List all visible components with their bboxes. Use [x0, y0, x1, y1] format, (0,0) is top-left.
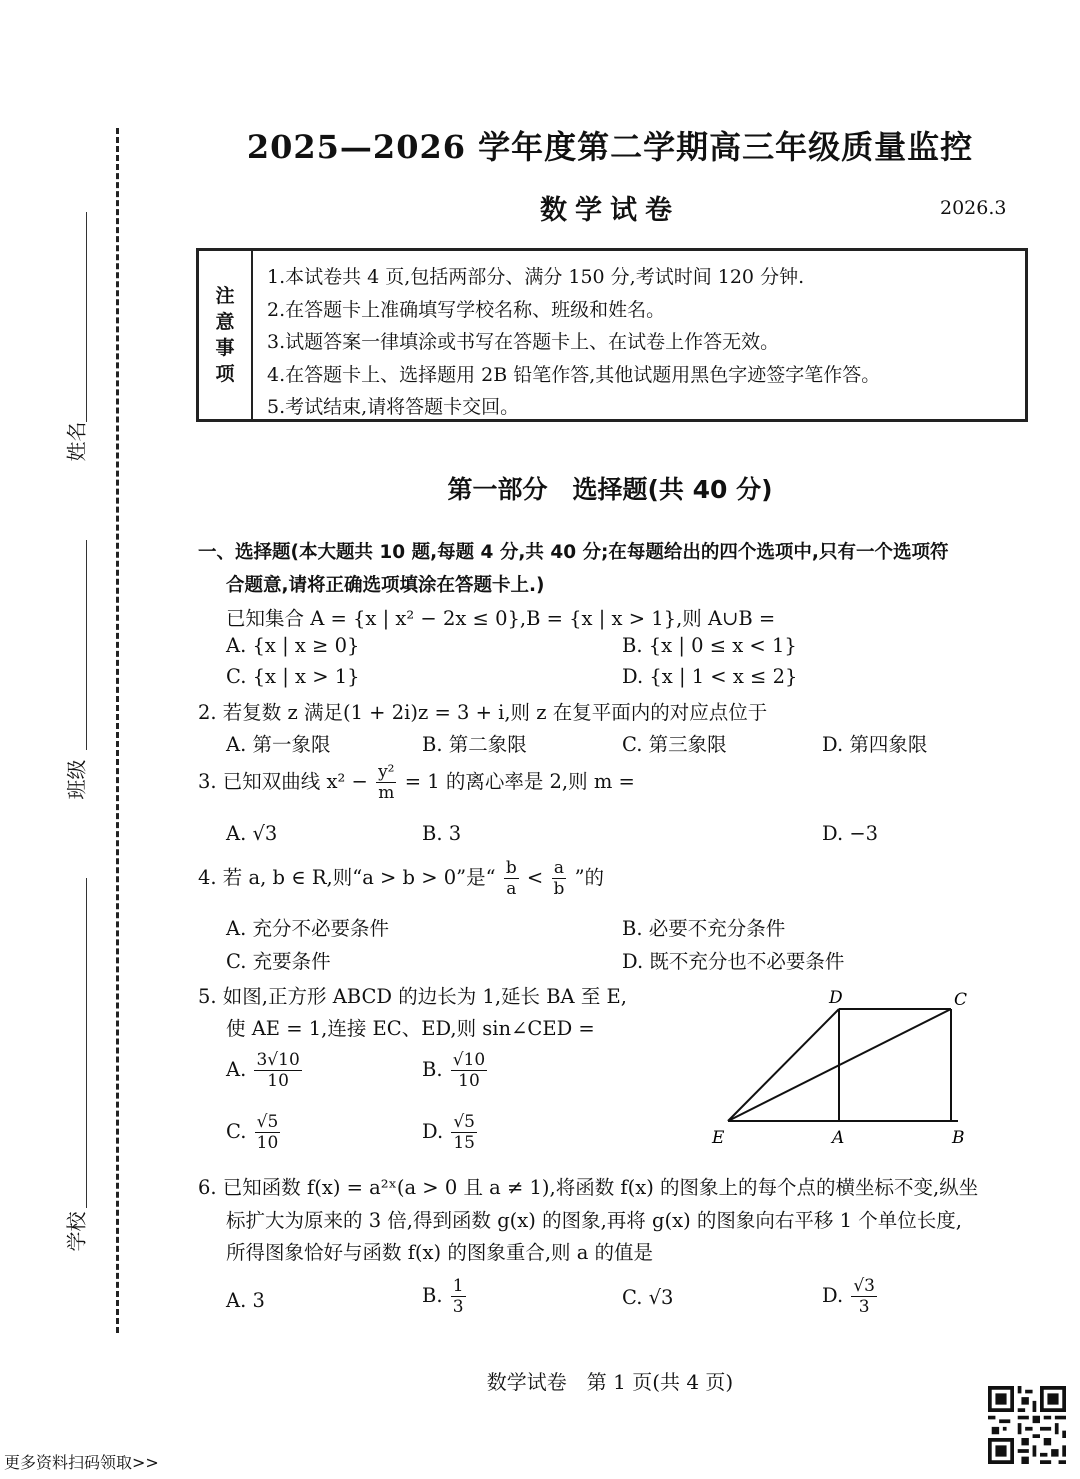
exam-title: 2025—2026 学年度第二学期高三年级质量监控 [246, 128, 974, 166]
q5-c-fraction [255, 1112, 281, 1153]
q2-option-a: A. 第一象限 [226, 733, 331, 756]
q5-c-label: C. [226, 1120, 247, 1143]
fig-label-a: A [832, 1128, 845, 1148]
notice-item: 3.试题答案一律填涂或书写在答题卡上、在试卷上作答无效。 [267, 331, 780, 353]
q6-stem-line-3: 所得图象恰好与函数 f(x) 的图象重合,则 a 的值是 [226, 1241, 654, 1264]
segment-ed [728, 1009, 839, 1121]
school-underline [86, 878, 87, 1208]
part-one-title: 第一部分 选择题(共 40 分) [447, 475, 773, 504]
q4-option-d: D. 既不充分也不必要条件 [622, 950, 845, 973]
q5-option-b [422, 1050, 489, 1091]
notice-label [199, 251, 253, 419]
q3-option-d: D. −3 [822, 822, 879, 845]
q5-a-den: 10 [267, 1071, 289, 1091]
class-underline [86, 540, 87, 750]
q5-c-num: √5 [256, 1112, 279, 1132]
notice-label-char: 事 [215, 337, 235, 359]
exam-subtitle: 数学试卷 [540, 195, 680, 226]
q5-b-fraction [451, 1050, 487, 1091]
page-footer: 数学试卷 第 1 页(共 4 页) [486, 1370, 734, 1394]
q6-d-num: √3 [853, 1276, 875, 1296]
q4-fraction-1 [504, 858, 519, 899]
instruction-line-2: 合题意,请将正确选项填涂在答题卡上.) [226, 575, 545, 596]
corner-note: 更多资料扫码领取>> [4, 1453, 159, 1472]
q1-option-b: B. {x | 0 ≤ x < 1} [622, 634, 797, 657]
fig-label-e: E [712, 1128, 725, 1148]
q6-b-label: B. [422, 1284, 443, 1307]
q4-option-c: C. 充要条件 [226, 950, 331, 973]
q5-option-c [226, 1112, 282, 1153]
q1-option-c: C. {x | x > 1} [226, 665, 360, 688]
q3-frac-num: y² [378, 762, 395, 782]
q6-option-c: C. √3 [622, 1286, 674, 1309]
name-label: 姓名 [64, 421, 89, 462]
binding-dashed-line [116, 128, 119, 1333]
q5-option-d [422, 1112, 479, 1153]
q2-option-d: D. 第四象限 [822, 733, 928, 756]
q4-fraction-2 [551, 858, 566, 899]
q4-frac2-num: a [553, 858, 564, 878]
q6-stem-line-2: 标扩大为原来的 3 倍,得到函数 g(x) 的图象,再将 g(x) 的图象向右平移 1 个单位长度, [226, 1209, 962, 1232]
q4-less-than: < [526, 866, 544, 889]
q3-frac-den: m [378, 783, 395, 803]
q6-option-d [822, 1276, 879, 1317]
q6-option-b [422, 1276, 468, 1317]
q2-stem: 2. 若复数 z 满足(1 + 2i)z = 3 + i,则 z 在复平面内的对应点位于 [198, 701, 768, 724]
q5-b-num: √10 [452, 1050, 486, 1070]
notice-label-char: 意 [215, 311, 235, 333]
school-label: 学校 [64, 1211, 89, 1252]
q5-b-label: B. [422, 1058, 443, 1081]
q5-d-fraction [451, 1112, 477, 1153]
q4-frac1-num: b [505, 858, 517, 878]
notice-item: 4.在答题卡上、选择题用 2B 铅笔作答,其他试题用黑色字迹签字笔作答。 [267, 363, 881, 386]
q3-stem [198, 762, 635, 803]
q6-b-fraction [451, 1276, 466, 1317]
q1-stem: 已知集合 A = {x | x² − 2x ≤ 0},B = {x | x > 1},则 A∪B = [226, 607, 776, 630]
q4-stem [198, 858, 604, 899]
notice-item: 5.考试结束,请将答题卡交回。 [267, 396, 520, 418]
qr-code-icon[interactable] [988, 1386, 1066, 1464]
q2-option-b: B. 第二象限 [422, 733, 527, 756]
q6-d-label: D. [822, 1284, 844, 1307]
q5-a-fraction [254, 1050, 301, 1091]
q4-option-a: A. 充分不必要条件 [226, 917, 389, 940]
q5-a-label: A. [226, 1058, 247, 1081]
q5-stem-line-1: 5. 如图,正方形 ABCD 的边长为 1,延长 BA 至 E, [198, 985, 627, 1008]
q5-a-num: 3√10 [256, 1050, 300, 1070]
q6-b-den: 3 [452, 1297, 464, 1317]
q5-d-label: D. [422, 1120, 444, 1143]
q3-option-a: A. √3 [226, 822, 278, 845]
instruction-line-1: 一、选择题(本大题共 10 题,每题 4 分,共 40 分;在每题给出的四个选项中,只有一个选项符 [198, 542, 949, 563]
q1-option-a: A. {x | x ≥ 0} [226, 634, 360, 657]
q6-d-den: 3 [858, 1297, 870, 1317]
class-label: 班级 [64, 759, 89, 800]
q4-frac2-den: b [553, 879, 565, 899]
q3-option-b: B. 3 [422, 822, 462, 845]
q4-frac1-den: a [506, 879, 517, 899]
q5-c-den: 10 [256, 1133, 279, 1153]
q3-stem-prefix: 3. 已知双曲线 x² − [198, 770, 368, 793]
notice-item: 1.本试卷共 4 页,包括两部分、满分 150 分,考试时间 120 分钟. [267, 266, 805, 288]
fig-label-d: D [829, 988, 843, 1008]
q5-figure [700, 985, 990, 1150]
name-underline [86, 212, 87, 422]
q6-stem-line-1: 6. 已知函数 f(x) = a²ˣ(a > 0 且 a ≠ 1),将函数 f(x) 的图象上的每个点的横坐标不变,纵坐 [198, 1176, 979, 1199]
q2-option-c: C. 第三象限 [622, 733, 727, 756]
q4-stem-suffix: ”的 [574, 866, 605, 889]
q1-option-d: D. {x | 1 < x ≤ 2} [622, 665, 798, 688]
q5-option-a [226, 1050, 304, 1091]
q5-stem-line-2: 使 AE = 1,连接 EC、ED,则 sin∠CED = [226, 1017, 595, 1040]
exam-date: 2026.3 [940, 197, 1007, 219]
q4-stem-prefix: 4. 若 a, b ∈ R,则“a > b > 0”是“ [198, 866, 496, 889]
notice-label-char: 注 [215, 285, 235, 307]
q6-d-fraction [851, 1276, 877, 1317]
notice-items [253, 251, 1025, 419]
q6-option-a: A. 3 [226, 1289, 265, 1312]
q6-b-num: 1 [452, 1276, 464, 1296]
q5-b-den: 10 [458, 1071, 480, 1091]
fig-label-b: B [952, 1128, 965, 1148]
fig-label-c: C [954, 990, 968, 1010]
q3-stem-suffix: = 1 的离心率是 2,则 m = [404, 770, 635, 793]
notice-box [196, 248, 1028, 422]
notice-label-char: 项 [215, 363, 235, 385]
q5-d-num: √5 [453, 1112, 475, 1132]
q5-d-den: 15 [453, 1133, 475, 1153]
q3-fraction [376, 762, 396, 803]
notice-item: 2.在答题卡上准确填写学校名称、班级和姓名。 [267, 298, 666, 321]
q4-option-b: B. 必要不充分条件 [622, 917, 786, 940]
